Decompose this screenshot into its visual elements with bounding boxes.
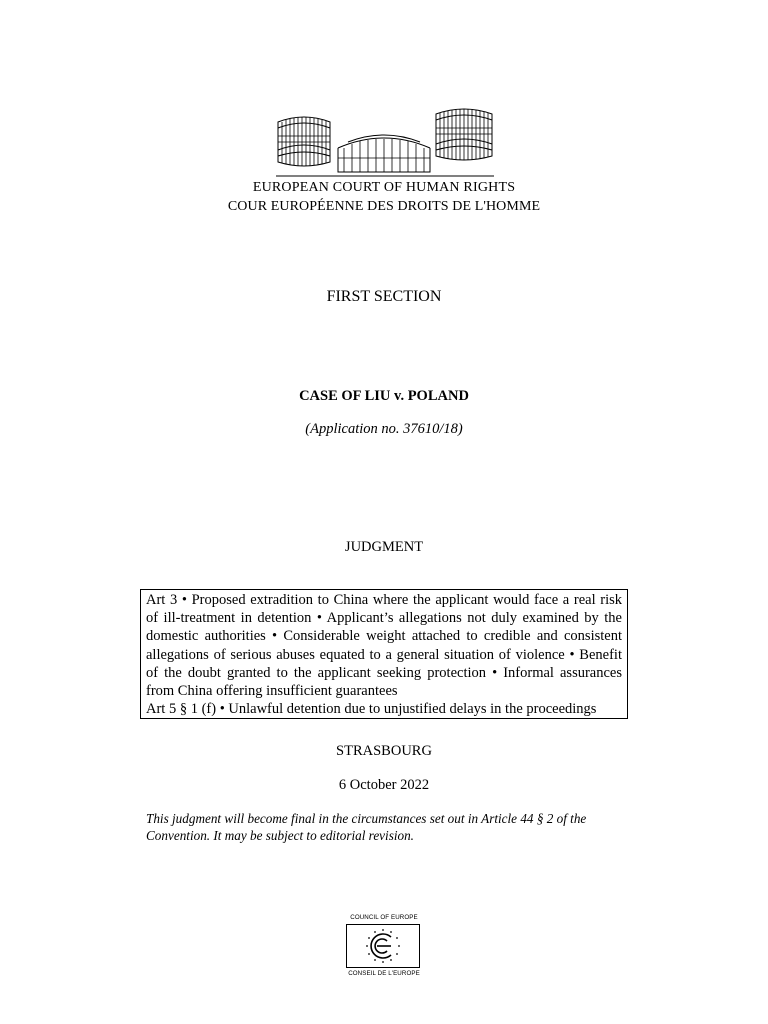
judgment-date: 6 October 2022 — [338, 777, 430, 793]
document-type-heading: JUDGMENT — [344, 539, 424, 555]
council-of-europe-label: COUNCIL OF EUROPE — [350, 914, 418, 921]
keywords-secondary: Art 5 § 1 (f) • Unlawful detention due to unjustified delays in the proceedings — [146, 701, 597, 718]
keywords-main: Art 3 • Proposed extradition to China where the applicant would face a real risk of ill-treatment in detention • Applicant’s allegations not duly examined by the domestic authorities • Considerable weight attached to credible and consistent allegations of serious abuses equated to a general situation of violence • Benefit of the doubt granted to the applicant seeking protection • Informal assurances from China offering insufficient guarantees — [146, 592, 622, 700]
conseil-de-l-europe-label: CONSEIL DE L'EUROPE — [348, 970, 420, 977]
case-title: CASE OF LIU v. POLAND — [299, 388, 469, 404]
court-name-french: COUR EUROPÉENNE DES DROITS DE L'HOMME — [227, 199, 541, 214]
court-building-logo-icon — [268, 104, 500, 180]
section-heading: FIRST SECTION — [326, 288, 442, 305]
finality-notice: This judgment will become final in the circumstances set out in Article 44 § 2 of the Convention. It may be subject to editorial revision. — [146, 811, 587, 843]
keywords-box — [140, 589, 628, 719]
place-of-judgment: STRASBOURG — [336, 743, 432, 759]
council-of-europe-logo-icon — [346, 924, 420, 968]
application-number: (Application no. 37610/18) — [305, 421, 463, 437]
court-name-english: EUROPEAN COURT OF HUMAN RIGHTS — [252, 180, 516, 195]
